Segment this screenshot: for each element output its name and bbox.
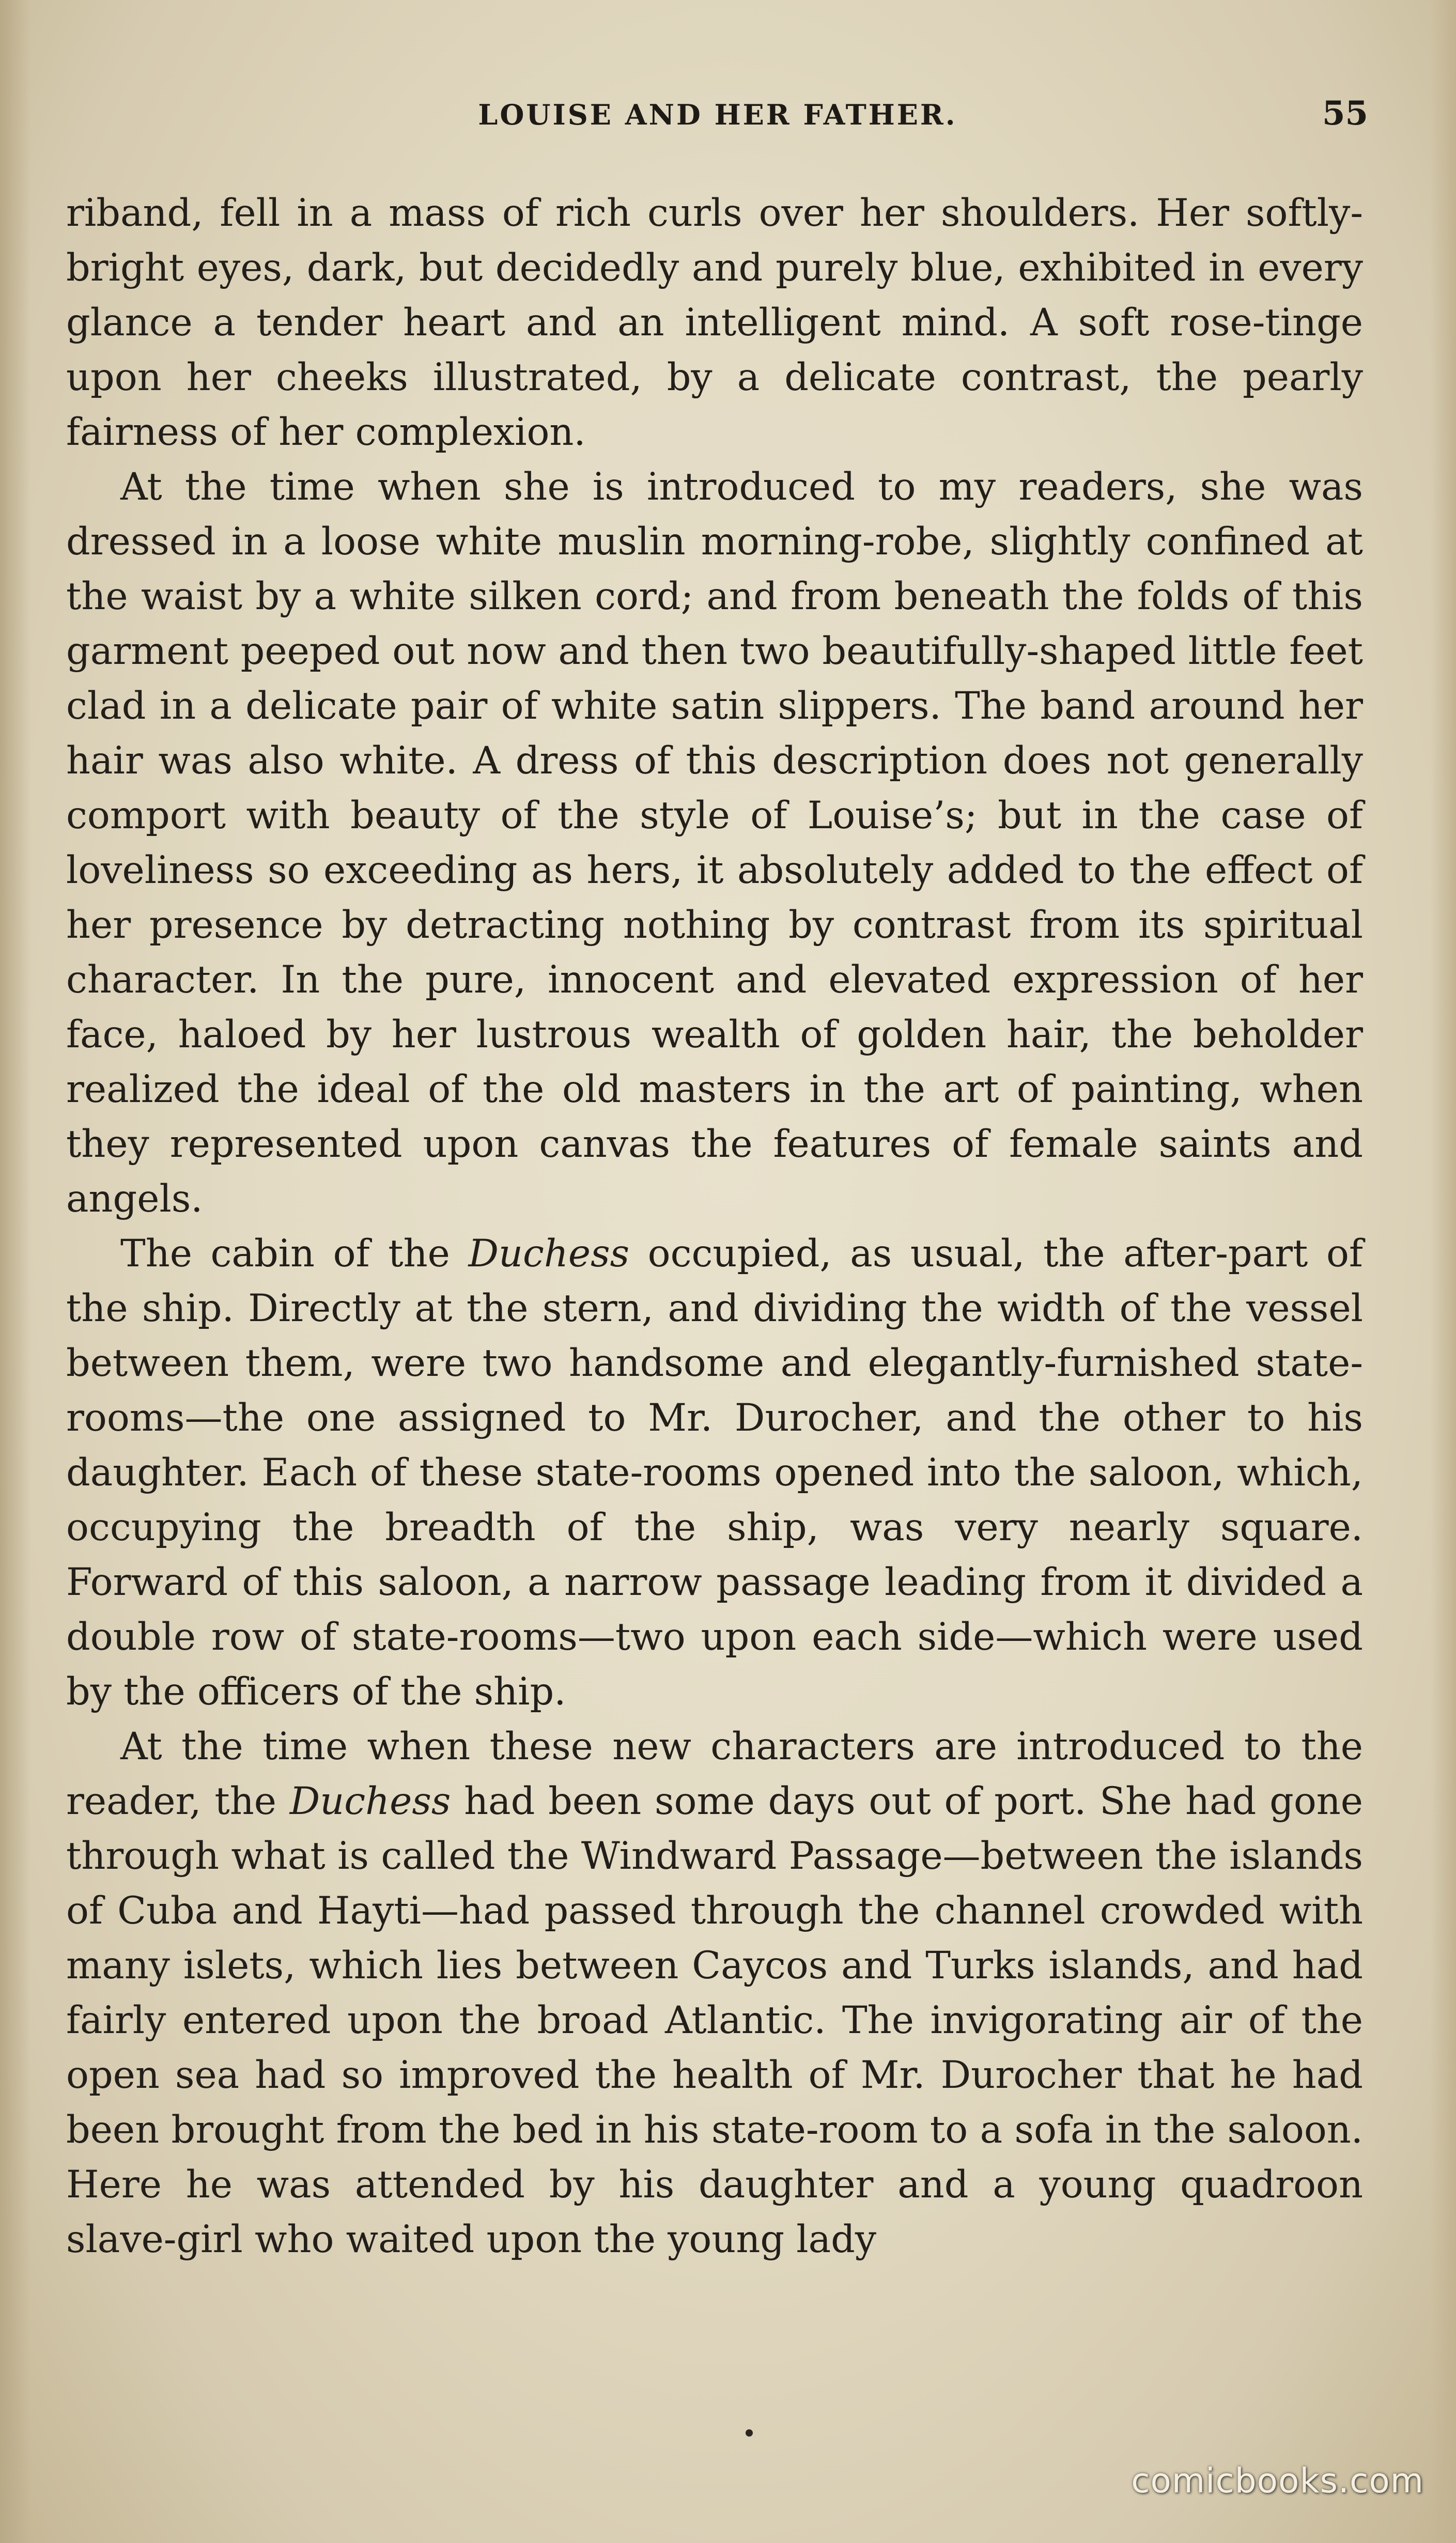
- watermark: comicbooks.com: [1131, 2461, 1424, 2501]
- paragraph-4-text-b: had been some days out of port. She had gone through what is called the Windward Passage—between the islands of Cuba and Hayti—had passed through the channel crowded with many islets, which lies between Caycos and Turks islands, and had fairly entered upon the broad Atlantic. The invigorating air of the open sea had so improved the health of Mr. Durocher that he had been brought from the bed in his state-room to a sofa in the saloon. Here he was attended by his daughter and a young quadroon slave-girl who waited upon the young lady: [66, 1779, 1363, 2261]
- paragraph-2-text: At the time when she is introduced to my readers, she was dressed in a loose white muslin morning-robe, slightly confined at the waist by a white silken cord; and from beneath the folds of this garment peeped out now and then two beautifully-shaped little feet clad in a delicate pair of white satin slippers. The band around her hair was also white. A dress of this description does not generally comport with beauty of the style of Louise’s; but in the case of loveliness so exceeding as hers, it absolutely added to the effect of her presence by detracting nothing by contrast from its spiritual character. In the pure, innocent and elevated expression of her face, haloed by her lustrous wealth of golden hair, the beholder realized the ideal of the old masters in the art of painting, when they represented upon canvas the features of female saints and angels.: [66, 465, 1363, 1221]
- paragraph-3-text-b: occupied, as usual, the after-part of the ship. Directly at the stern, and dividing the width of the vessel between them, were two handsome and elegantly-furnished state-rooms—the one assigned to Mr. Durocher, and the other to his daughter. Each of these state-rooms opened into the saloon, which, occupying the breadth of the ship, was very nearly square. Forward of this saloon, a narrow passage leading from it divided a double row of state-rooms—two upon each side—which were used by the officers of the ship.: [66, 1232, 1363, 1714]
- paragraph-3: [66, 1227, 1363, 1719]
- ship-name-italic: Duchess: [289, 1779, 451, 1823]
- printer-mark: [746, 2429, 753, 2437]
- running-title: LOUISE AND HER FATHER.: [478, 98, 957, 131]
- paragraph-1: [66, 186, 1363, 460]
- running-head: [67, 88, 1368, 139]
- paragraph-2: [66, 460, 1363, 1227]
- page-number: 55: [1322, 94, 1368, 133]
- paragraph-4: [66, 1719, 1363, 2267]
- paragraph-1-text: riband, fell in a mass of rich curls over her shoulders. Her softly-bright eyes, dark, but decidedly and purely blue, exhibited in every glance a tender heart and an intelligent mind. A soft rose-tinge upon her cheeks illustrated, by a delicate contrast, the pearly fairness of her complexion.: [66, 191, 1363, 454]
- ship-name-italic: Duchess: [468, 1232, 630, 1276]
- body-text: [66, 186, 1363, 2267]
- paragraph-3-text-a: The cabin of the: [120, 1232, 469, 1276]
- paragraph-4-text-a: At the time when these new characters are introduced to the reader, the: [66, 1725, 1363, 1823]
